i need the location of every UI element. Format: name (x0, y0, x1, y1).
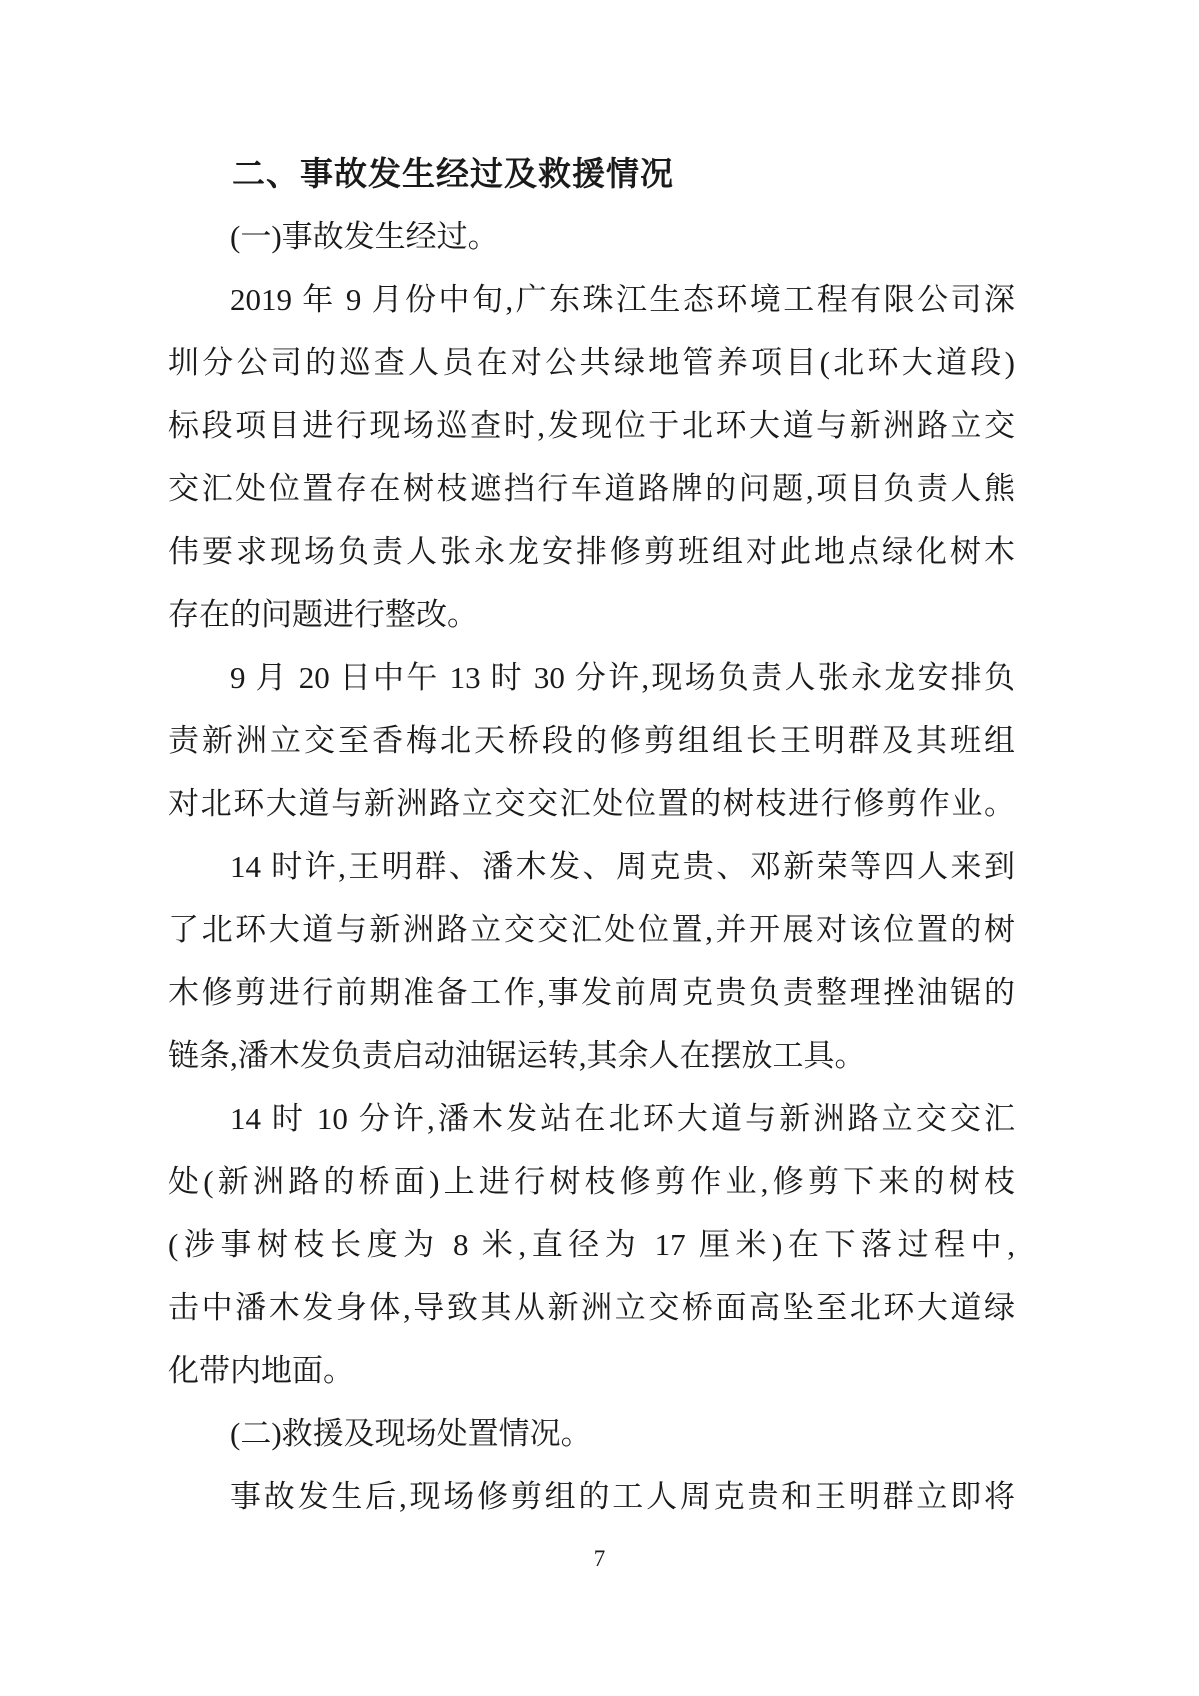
text-line: 处(新洲路的桥面)上进行树枝修剪作业,修剪下来的树枝 (168, 1164, 1015, 1199)
text-line: 击中潘木发身体,导致其从新洲立交桥面高坠至北环大道绿 (168, 1290, 1015, 1325)
page-number: 7 (593, 1546, 606, 1571)
text-line: 化带内地面。 (168, 1353, 354, 1388)
text-line: 存在的问题进行整改。 (168, 597, 478, 632)
text-line: 圳分公司的巡查人员在对公共绿地管养项目(北环大道段) (168, 345, 1015, 380)
text-line: 对北环大道与新洲路立交交汇处位置的树枝进行修剪作业。 (168, 786, 1015, 821)
text-line: 2019 年 9 月份中旬,广东珠江生态环境工程有限公司深 (230, 282, 1015, 317)
text-line: 交汇处位置存在树枝遮挡行车道路牌的问题,项目负责人熊 (168, 471, 1015, 506)
subsection-heading-1: (一)事故发生经过。 (230, 219, 499, 254)
text-line: (涉事树枝长度为 8 米,直径为 17 厘米)在下落过程中, (168, 1227, 1015, 1262)
text-line: 木修剪进行前期准备工作,事发前周克贵负责整理挫油锯的 (168, 975, 1015, 1010)
text-line: 了北环大道与新洲路立交交汇处位置,并开展对该位置的树 (168, 912, 1015, 947)
text-line: 伟要求现场负责人张永龙安排修剪班组对此地点绿化树木 (168, 534, 1015, 569)
section-heading: 二、事故发生经过及救援情况 (232, 155, 674, 192)
text-line: 标段项目进行现场巡查时,发现位于北环大道与新洲路立交 (168, 408, 1015, 443)
subsection-heading-2: (二)救援及现场处置情况。 (230, 1416, 592, 1451)
text-line: 责新洲立交至香梅北天桥段的修剪组组长王明群及其班组 (168, 723, 1015, 758)
text-line: 14 时许,王明群、潘木发、周克贵、邓新荣等四人来到 (230, 849, 1015, 884)
text-line: 事故发生后,现场修剪组的工人周克贵和王明群立即将 (230, 1479, 1015, 1514)
document-body (168, 142, 1015, 1528)
text-line: 14 时 10 分许,潘木发站在北环大道与新洲路立交交汇 (230, 1101, 1015, 1136)
text-line: 链条,潘木发负责启动油锯运转,其余人在摆放工具。 (168, 1038, 866, 1073)
text-line: 9 月 20 日中午 13 时 30 分许,现场负责人张永龙安排负 (230, 660, 1015, 695)
